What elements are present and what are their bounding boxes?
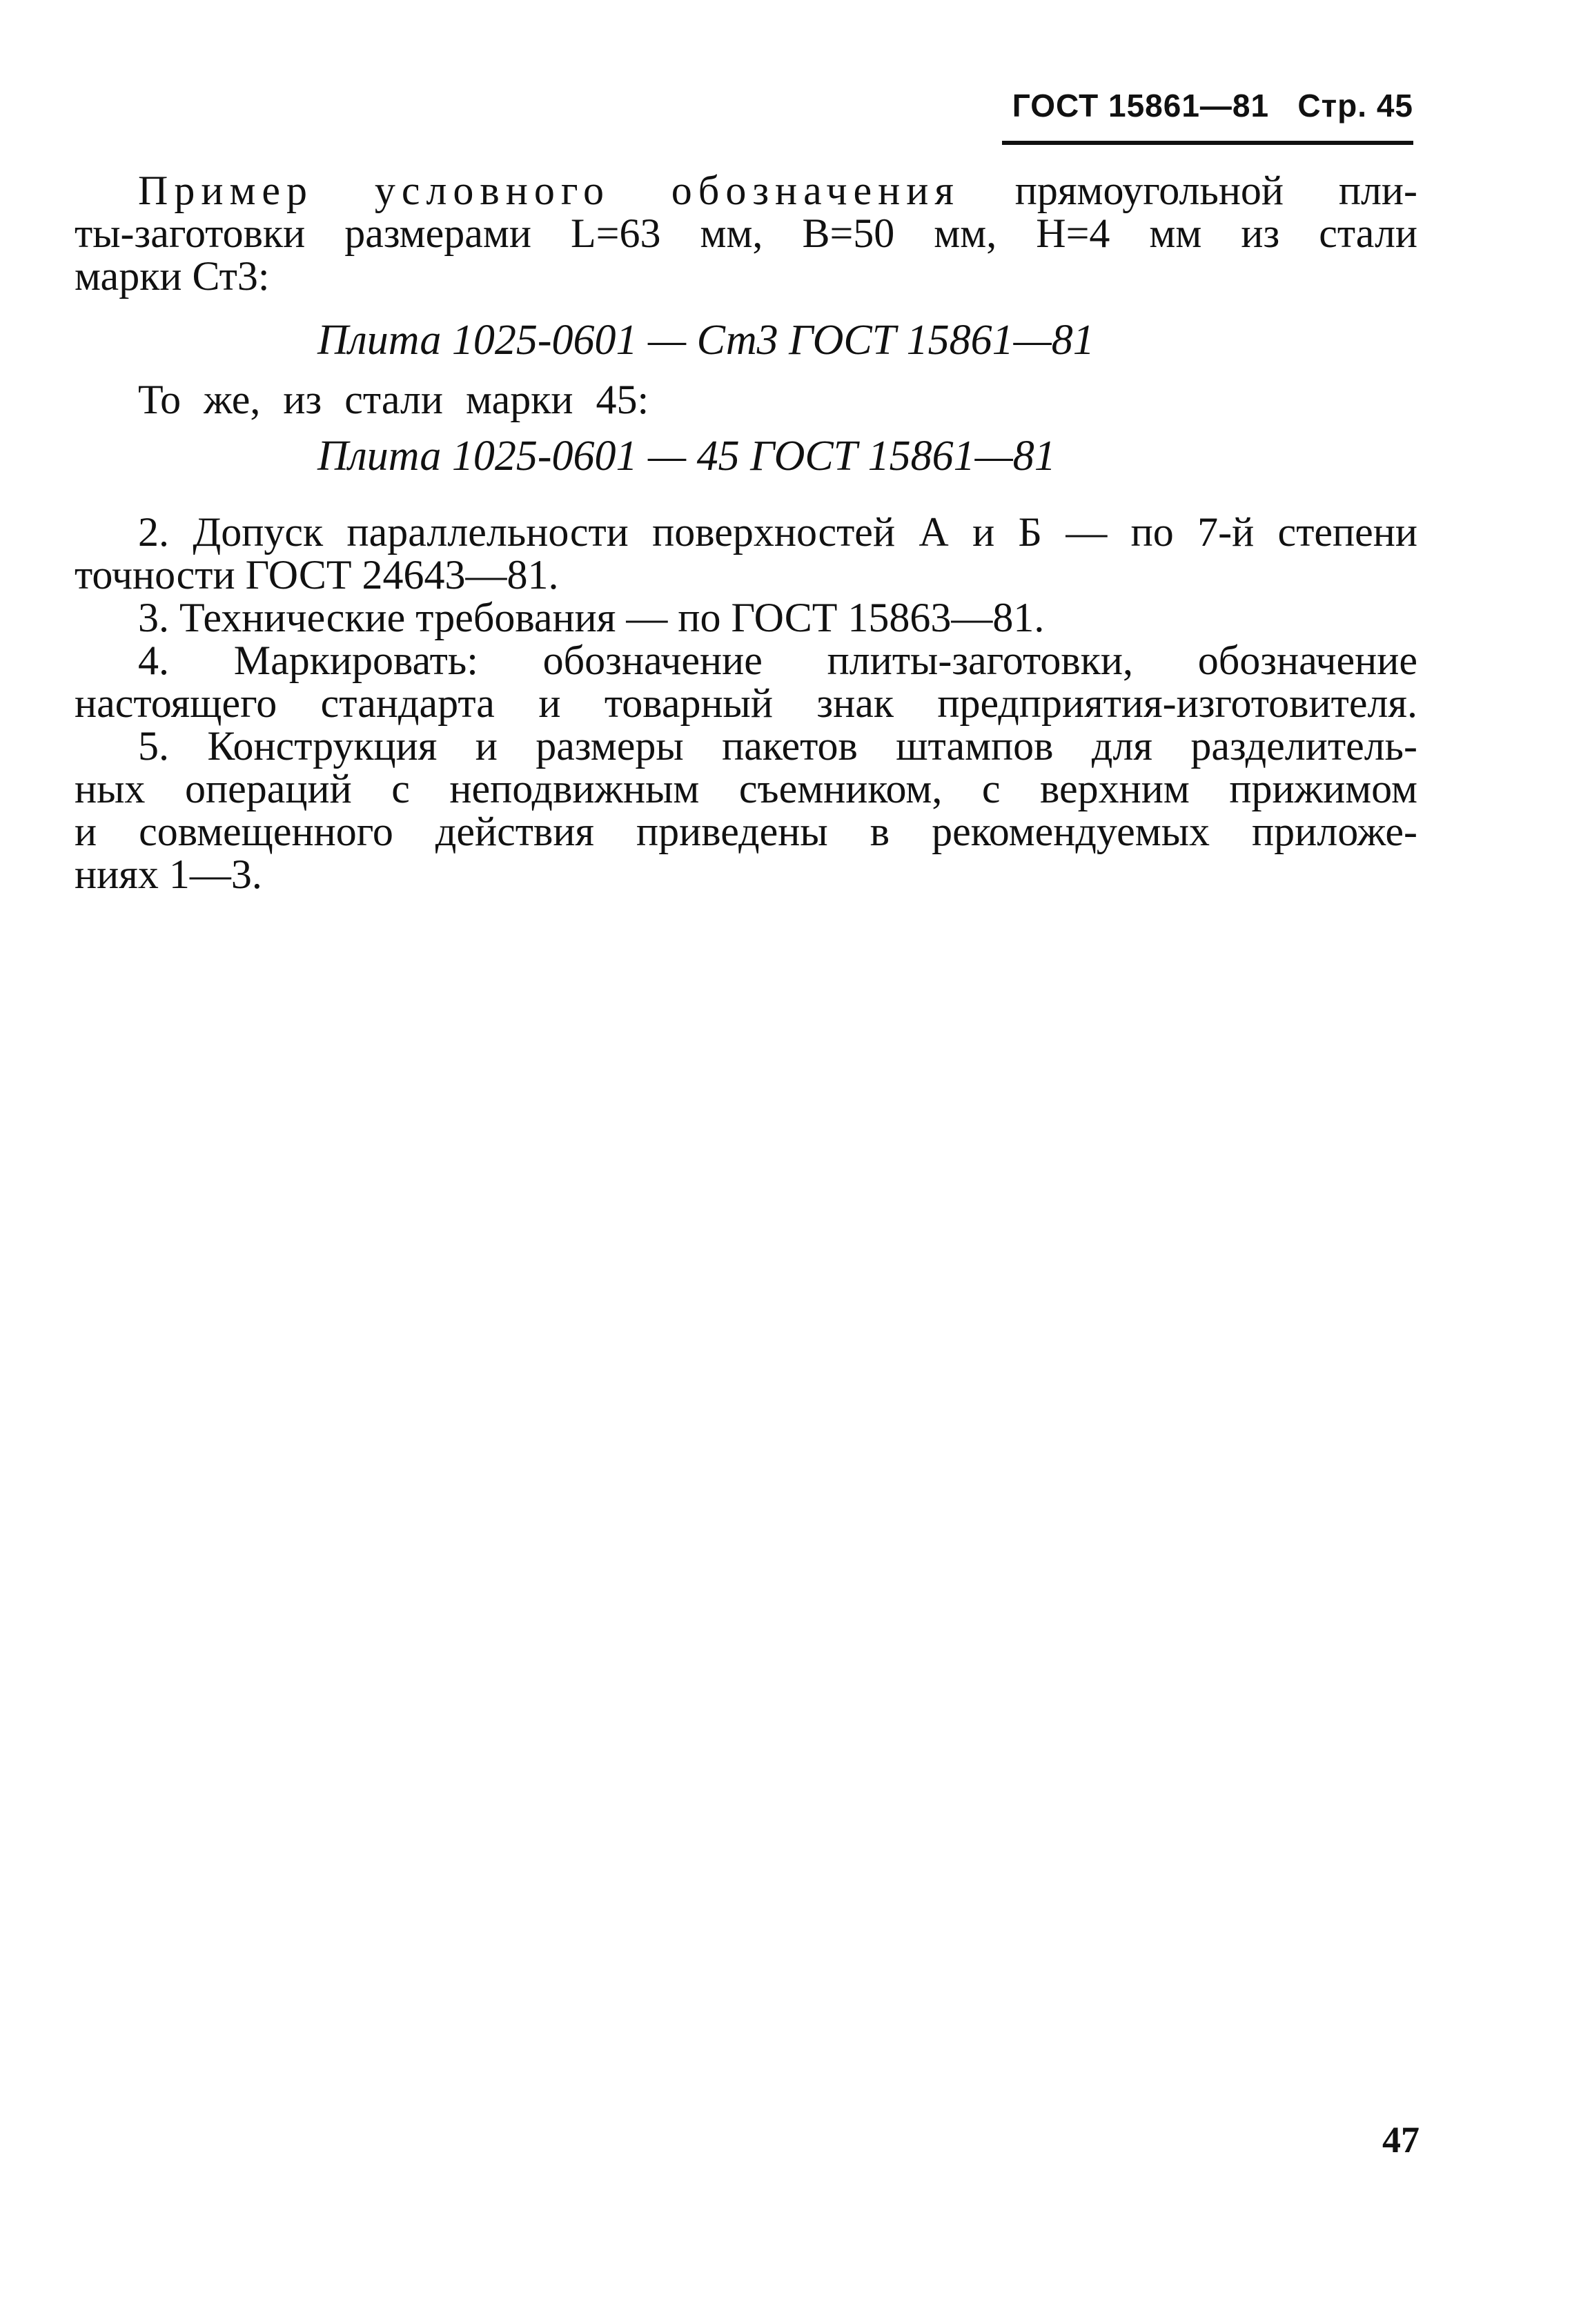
page-header [1002, 81, 1413, 145]
item-5-line-1: 5. Конструкция и размеры пакетов штампов для разделитель- [138, 723, 1417, 769]
item-5-line-2: ных операций с неподвижным съемником, с верхним прижимом [75, 766, 1417, 811]
designation-example-1: Плита 1025-0601 — Ст3 ГОСТ 15861—81 [317, 317, 1094, 364]
requirements-list [75, 511, 1417, 896]
item-2-line-1: 2. Допуск параллельности поверхностей А и Б — по 7-й степени [138, 509, 1417, 555]
designation-example-2: Плита 1025-0601 — 45 ГОСТ 15861—81 [317, 433, 1056, 480]
item-4-line-1: 4. Маркировать: обозначение плиты-заготовки, обозначение [138, 638, 1417, 683]
example-line-3: марки Ст3: [75, 253, 270, 299]
example-line-1 [75, 169, 1417, 212]
item-3: 3. Технические требования — по ГОСТ 15863—81. [138, 595, 1045, 640]
page-number: 47 [1382, 2119, 1420, 2160]
item-5-line-4: ниях 1—3. [75, 851, 262, 897]
item-2-line-2: точности ГОСТ 24643—81. [75, 552, 559, 598]
item-5-line-3: и совмещенного действия приведены в рекомендуемых приложе- [75, 809, 1417, 854]
same-steel-45-text: То же, из стали марки 45: [138, 377, 649, 422]
item-4-line-2: настоящего стандарта и товарный знак предприятия-изготовителя. [75, 680, 1417, 726]
header-page-label: Стр. 45 [1297, 88, 1413, 124]
example-lead-text: Пример условного обозначения [138, 168, 960, 213]
example-line-2: ты-заготовки размерами L=63 мм, B=50 мм, H=4 мм из стали [75, 210, 1417, 256]
example-paragraph [75, 169, 1417, 297]
example-line-1-rest: прямоугольной пли- [1014, 168, 1417, 213]
header-standard: ГОСТ 15861—81 [1012, 88, 1270, 124]
